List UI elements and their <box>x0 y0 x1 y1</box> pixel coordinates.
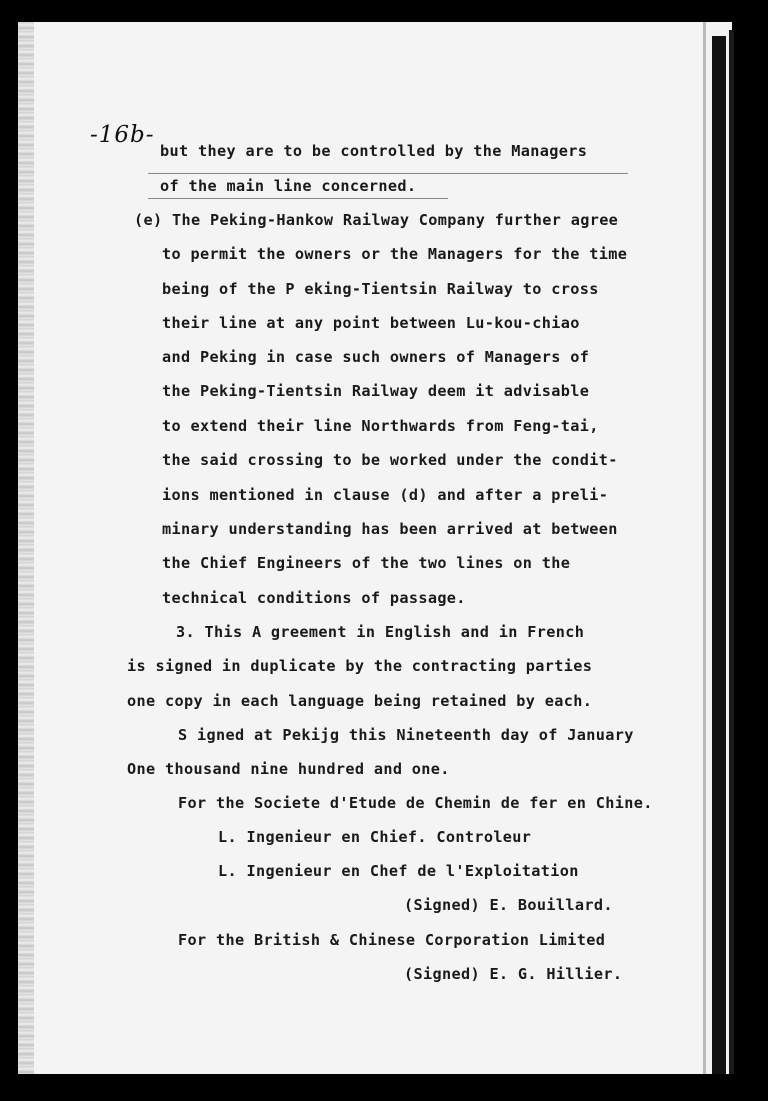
text-line: being of the P eking-Tientsin Railway to cross <box>162 280 599 298</box>
signature-line: (Signed) E. G. Hillier. <box>404 965 623 983</box>
text-line: (e) The Peking-Hankow Railway Company further agree <box>134 211 619 229</box>
text-line: and Peking in case such owners of Managers of <box>162 348 590 366</box>
text-line: 3. This A greement in English and in French <box>176 623 585 641</box>
text-line: L. Ingenieur en Chef de l'Exploitation <box>218 862 579 880</box>
text-line: For the British & Chinese Corporation Limited <box>178 931 606 949</box>
text-line: to permit the owners or the Managers for the time <box>162 245 628 263</box>
text-line: the said crossing to be worked under the condit- <box>162 451 618 469</box>
page-number: -16b- <box>90 122 155 148</box>
text-line: their line at any point between Lu-kou-chiao <box>162 314 580 332</box>
text-line: technical conditions of passage. <box>162 589 466 607</box>
binding-edge <box>729 30 734 1074</box>
text-line: For the Societe d'Etude de Chemin de fer en Chine. <box>178 794 653 812</box>
text-line: One thousand nine hundred and one. <box>127 760 450 778</box>
text-line: but they are to be controlled by the Managers <box>160 142 588 160</box>
text-line: minary understanding has been arrived at between <box>162 520 618 538</box>
text-line: one copy in each language being retained by each. <box>127 692 593 710</box>
faint-rule <box>148 198 448 199</box>
text-line: the Peking-Tientsin Railway deem it advisable <box>162 382 590 400</box>
text-line: ions mentioned in clause (d) and after a preli- <box>162 486 609 504</box>
text-line: of the main line concerned. <box>160 177 417 195</box>
text-line: S igned at Pekijg this Nineteenth day of January <box>178 726 634 744</box>
text-line: the Chief Engineers of the two lines on the <box>162 554 571 572</box>
signature-line: (Signed) E. Bouillard. <box>404 896 613 914</box>
text-line: is signed in duplicate by the contracting parties <box>127 657 593 675</box>
binding-spine <box>712 36 726 1074</box>
text-line: to extend their line Northwards from Feng-tai, <box>162 417 599 435</box>
scan-edge-shadow <box>18 22 34 1074</box>
text-line: L. Ingenieur en Chief. Controleur <box>218 828 532 846</box>
faint-rule <box>148 173 628 174</box>
